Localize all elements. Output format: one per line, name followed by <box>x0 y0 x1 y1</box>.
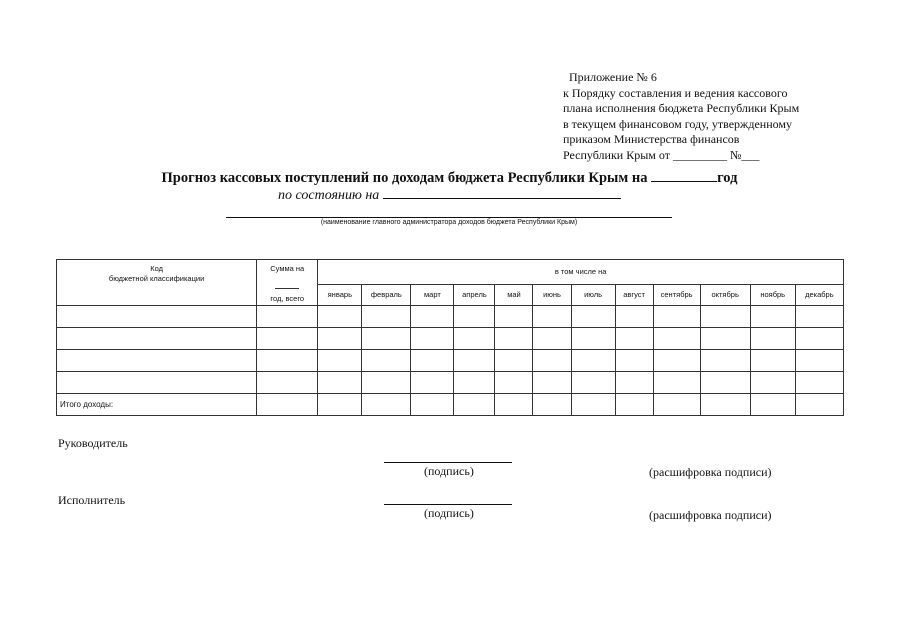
table-cell[interactable] <box>750 327 795 349</box>
table-cell[interactable] <box>795 371 843 393</box>
table-cell[interactable] <box>615 371 653 393</box>
executor-signature-caption: (подпись) <box>424 506 474 520</box>
month-header: ноябрь <box>750 284 795 305</box>
date-blank <box>383 186 621 199</box>
table-cell[interactable] <box>750 305 795 327</box>
table-cell[interactable] <box>362 371 411 393</box>
table-cell[interactable] <box>362 393 411 415</box>
table-cell[interactable] <box>750 349 795 371</box>
months-group-header: в том числе на <box>318 260 844 285</box>
table-cell[interactable] <box>653 327 700 349</box>
sum-head-line: год, всего <box>270 294 305 304</box>
table-cell[interactable] <box>700 349 750 371</box>
appendix-line: Приложение № 6 <box>569 70 657 84</box>
table-cell[interactable] <box>571 371 615 393</box>
table-cell[interactable] <box>495 371 533 393</box>
table-row <box>57 349 844 371</box>
table-cell[interactable] <box>257 371 318 393</box>
table-cell[interactable] <box>495 327 533 349</box>
appendix-line: плана исполнения бюджета Республики Крым <box>563 101 800 115</box>
table-cell[interactable] <box>615 393 653 415</box>
table-cell[interactable] <box>700 393 750 415</box>
head-signature-caption: (подпись) <box>424 464 474 478</box>
title-text: Прогноз кассовых поступлений по доходам бюджета Республики Крым на <box>161 170 648 186</box>
table-cell[interactable] <box>57 305 257 327</box>
table-cell[interactable] <box>318 327 362 349</box>
admin-name-line <box>226 217 672 218</box>
month-header: июнь <box>533 284 571 305</box>
forecast-table <box>56 259 844 416</box>
table-cell[interactable] <box>495 393 533 415</box>
subtitle <box>278 186 621 204</box>
executor-signature-line[interactable] <box>384 504 512 505</box>
table-cell[interactable] <box>257 349 318 371</box>
table-cell[interactable] <box>411 393 454 415</box>
code-head-line: Код <box>150 264 163 273</box>
table-cell[interactable] <box>411 349 454 371</box>
year-blank <box>651 168 717 182</box>
code-head-line: бюджетной классификации <box>108 274 205 283</box>
month-header: август <box>615 284 653 305</box>
table-cell[interactable] <box>454 349 495 371</box>
document-title <box>0 168 903 187</box>
table-cell[interactable] <box>571 327 615 349</box>
table-cell[interactable] <box>318 305 362 327</box>
total-label: Итого доходы: <box>57 393 257 415</box>
subtitle-text: по состоянию на <box>278 188 380 203</box>
month-header: март <box>411 284 454 305</box>
table-cell[interactable] <box>750 371 795 393</box>
table-cell[interactable] <box>257 327 318 349</box>
table-cell[interactable] <box>533 371 571 393</box>
title-year-word: год <box>717 170 738 186</box>
month-header: октябрь <box>700 284 750 305</box>
month-header: сентябрь <box>653 284 700 305</box>
sum-year-blank <box>275 288 299 289</box>
month-header: апрель <box>454 284 495 305</box>
table-row <box>57 371 844 393</box>
head-decode-caption: (расшифровка подписи) <box>649 465 772 479</box>
table-cell[interactable] <box>533 305 571 327</box>
table-cell[interactable] <box>411 305 454 327</box>
appendix-note <box>563 70 799 163</box>
table-cell[interactable] <box>615 349 653 371</box>
executor-label: Исполнитель <box>58 493 126 507</box>
table-cell[interactable] <box>454 371 495 393</box>
code-column-header <box>57 260 257 306</box>
table-row <box>57 327 844 349</box>
table-cell[interactable] <box>533 349 571 371</box>
table-cell[interactable] <box>700 305 750 327</box>
table-cell[interactable] <box>615 327 653 349</box>
sum-column-header-bottom <box>257 284 318 305</box>
table-cell[interactable] <box>533 393 571 415</box>
head-signature-line[interactable] <box>384 462 512 463</box>
table-cell[interactable] <box>571 393 615 415</box>
admin-caption: (наименование главного администратора доходов бюджета Республики Крым) <box>320 219 578 226</box>
table-cell[interactable] <box>571 305 615 327</box>
table-cell[interactable] <box>318 393 362 415</box>
table-cell[interactable] <box>318 371 362 393</box>
table-cell[interactable] <box>700 327 750 349</box>
executor-decode-caption: (расшифровка подписи) <box>649 508 772 522</box>
table-cell[interactable] <box>454 305 495 327</box>
table-cell[interactable] <box>795 393 843 415</box>
appendix-line: к Порядку составления и ведения кассового <box>563 85 788 100</box>
table-cell[interactable] <box>571 349 615 371</box>
total-row <box>57 393 844 415</box>
table-cell[interactable] <box>495 305 533 327</box>
table-cell[interactable] <box>750 393 795 415</box>
table-row <box>57 305 844 327</box>
sum-column-header <box>257 260 318 285</box>
head-signer-label: Руководитель <box>58 436 128 450</box>
table-cell[interactable] <box>318 349 362 371</box>
month-header: февраль <box>362 284 411 305</box>
table-cell[interactable] <box>57 371 257 393</box>
table-cell[interactable] <box>533 327 571 349</box>
appendix-line: в текущем финансовом году, утвержденному <box>563 116 792 131</box>
table-cell[interactable] <box>795 327 843 349</box>
table-cell[interactable] <box>495 349 533 371</box>
table-cell[interactable] <box>653 393 700 415</box>
table-cell[interactable] <box>362 327 411 349</box>
table-cell[interactable] <box>615 305 653 327</box>
table-cell[interactable] <box>795 305 843 327</box>
table-cell[interactable] <box>362 349 411 371</box>
month-header: январь <box>318 284 362 305</box>
table-cell[interactable] <box>411 371 454 393</box>
sum-head-line: Сумма на <box>270 264 305 273</box>
table-cell[interactable] <box>653 349 700 371</box>
table-cell[interactable] <box>454 393 495 415</box>
month-header: июль <box>571 284 615 305</box>
table-cell[interactable] <box>700 371 750 393</box>
table-cell[interactable] <box>362 305 411 327</box>
appendix-line: приказом Министерства финансов <box>563 132 740 146</box>
month-header: декабрь <box>795 284 843 305</box>
table-cell[interactable] <box>411 327 454 349</box>
table-cell[interactable] <box>653 371 700 393</box>
month-header: май <box>495 284 533 305</box>
table-cell[interactable] <box>257 305 318 327</box>
table-cell[interactable] <box>454 327 495 349</box>
table-cell[interactable] <box>653 305 700 327</box>
table-cell[interactable] <box>795 349 843 371</box>
table-cell[interactable] <box>57 349 257 371</box>
table-cell[interactable] <box>57 327 257 349</box>
appendix-line: Республики Крым от _________ №___ <box>563 147 760 162</box>
table-cell[interactable] <box>257 393 318 415</box>
